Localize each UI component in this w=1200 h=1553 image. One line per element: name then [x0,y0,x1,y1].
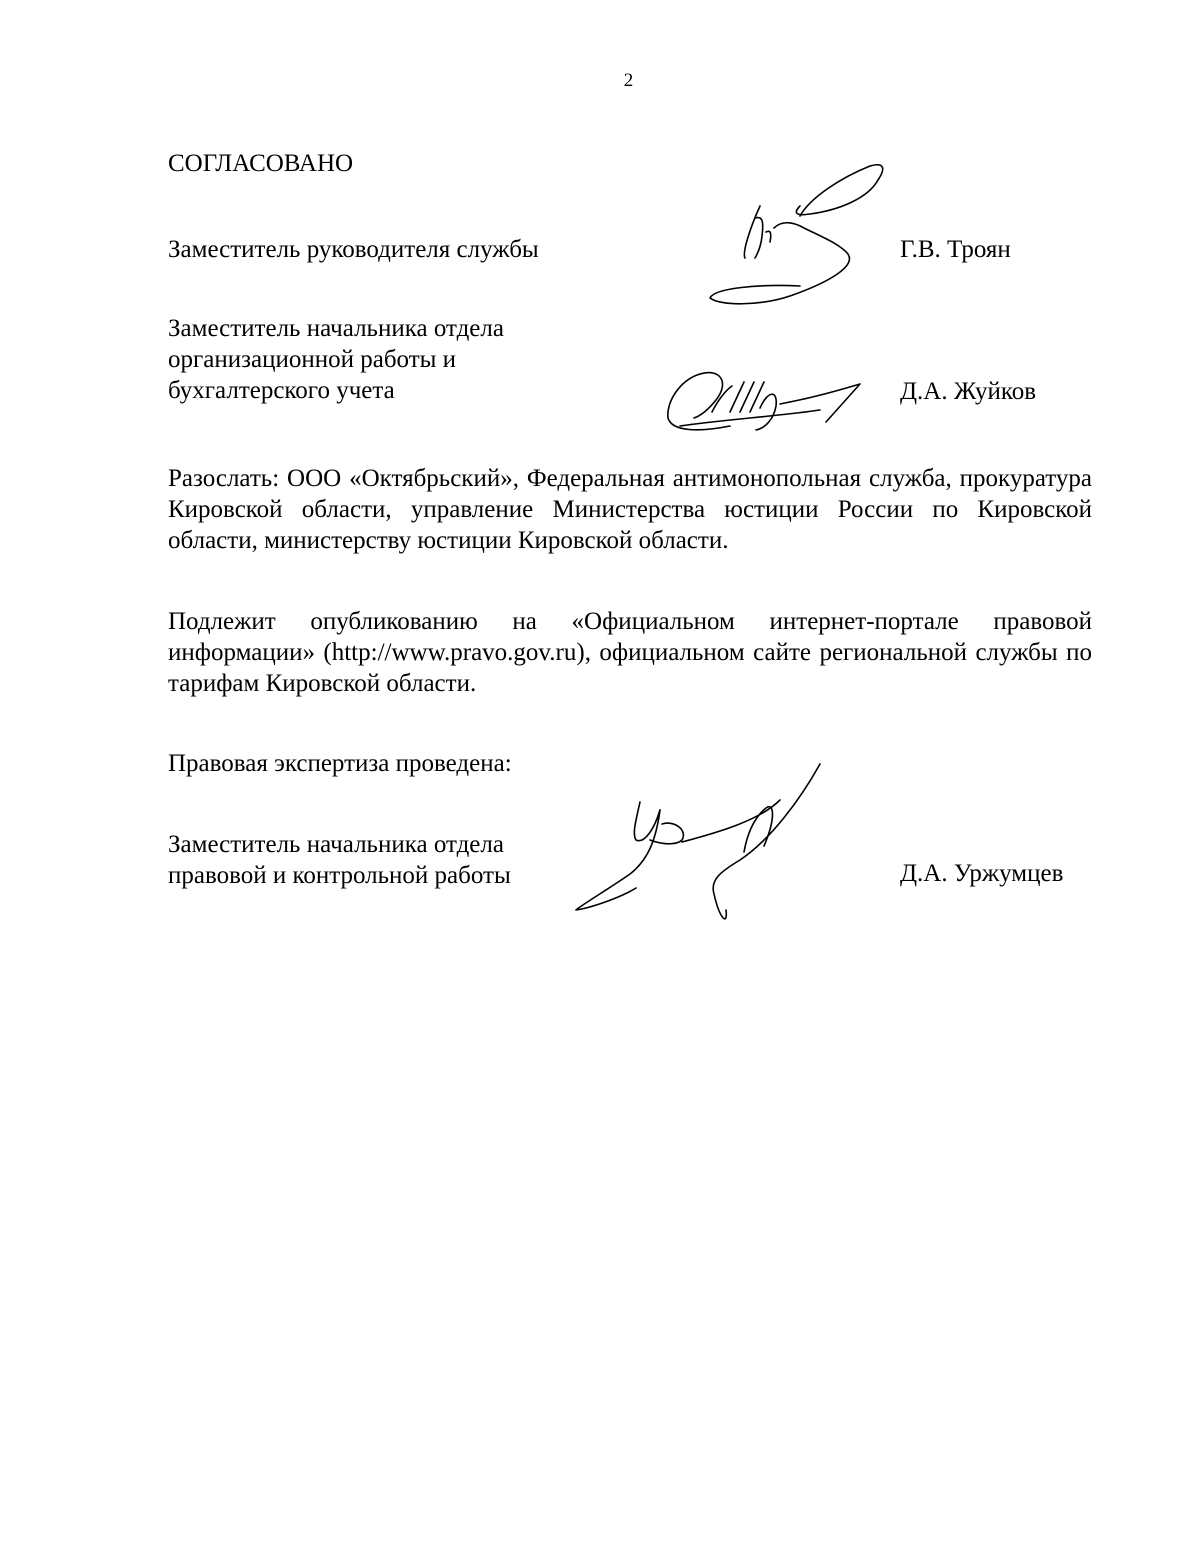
signatory-1-signature [700,158,890,308]
approval-heading: СОГЛАСОВАНО [168,150,354,177]
legal-review-statement: Правовая экспертиза проведена: [168,750,512,777]
signatory-1-name: Г.В. Троян [900,236,1011,263]
signatory-2-position: Заместитель начальника отдела организационной работы и бухгалтерского учета [168,315,504,404]
page-number: 2 [623,70,634,91]
distribution-paragraph: Разослать: ООО «Октябрьский», Федеральная антимонопольная служба, прокуратура Кировской области, управление Министерства юстиции России по Кировской области, министерству юстиции Кировской области. [168,465,1092,554]
signatory-1-position: Заместитель руководителя службы [168,236,539,263]
publication-paragraph: Подлежит опубликованию на «Официальном интернет-портале правовой информации» (http://www.pravo.gov.ru), официальном сайте региональной службы по тарифам Кировской области. [168,608,1092,697]
signatory-2-name: Д.А. Жуйков [900,378,1037,405]
legal-review-name: Д.А. Уржумцев [900,860,1064,887]
legal-review-position: Заместитель начальника отдела правовой и контрольной работы [168,831,511,889]
signatory-2-signature [660,360,870,440]
legal-review-signature [570,760,830,930]
